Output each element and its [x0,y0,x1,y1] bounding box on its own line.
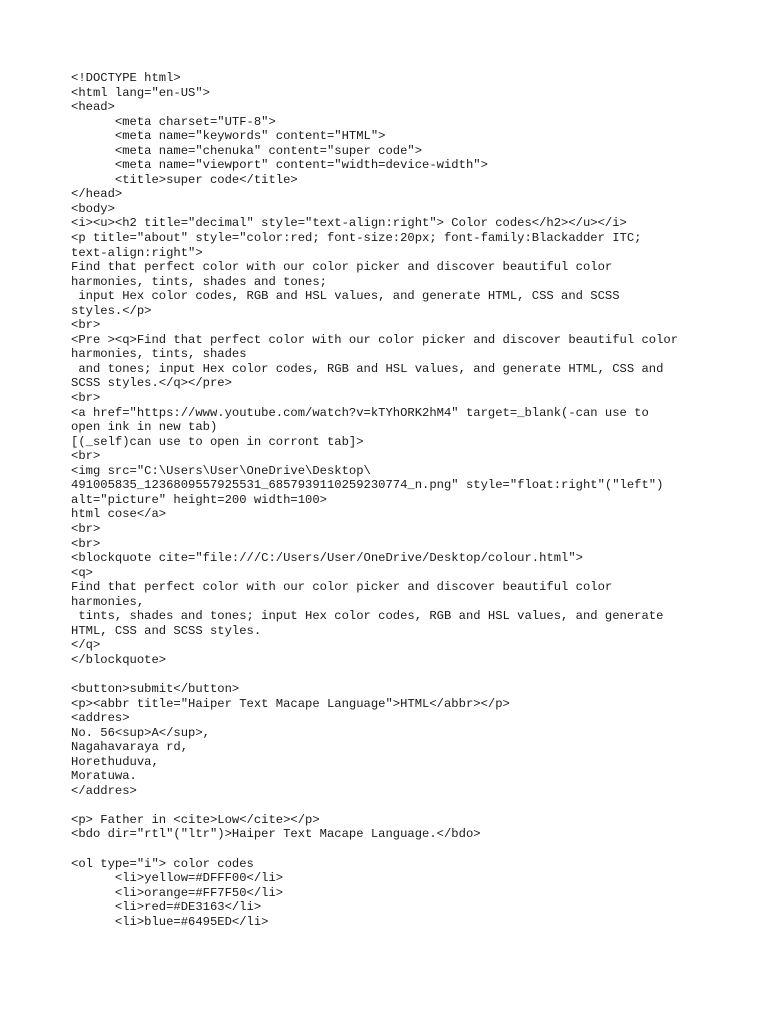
code-line: and tones; input Hex color codes, RGB and HSL values, and generate HTML, CSS and [71,361,664,376]
code-line: Horethuduva, [71,754,159,769]
code-line: [(_self)can use to open in corront tab]> [71,434,364,449]
code-line: <html lang="en-US"> [71,85,210,100]
code-line: <p><abbr title="Haiper Text Macape Language">HTML</abbr></p> [71,696,510,711]
code-line: <meta name="viewport" content="width=device-width"> [71,158,488,173]
code-line: Nagahavaraya rd, [71,740,189,755]
code-line: <meta name="keywords" content="HTML"> [71,129,386,144]
code-line: <li>red=#DE3163</li> [71,900,262,915]
code-line: harmonies, tints, shades [71,347,247,362]
code-line: harmonies, [71,594,145,609]
code-line: </q> [71,638,101,653]
code-line: styles.</p> [71,303,152,318]
code-line: <li>blue=#6495ED</li> [71,914,269,929]
code-line: open ink in new tab) [71,420,218,435]
code-line [71,842,731,857]
code-line: <meta charset="UTF-8"> [71,114,276,129]
code-line: <title>super code</title> [71,172,298,187]
code-line: </addres> [71,783,137,798]
code-line: <bdo dir="rtl"("ltr")>Haiper Text Macape Language.</bdo> [71,827,481,842]
code-line: No. 56<sup>A</sup>, [71,725,210,740]
code-line: <button>submit</button> [71,681,240,696]
code-line: <body> [71,201,115,216]
code-line: <!DOCTYPE html> [71,71,181,85]
code-line: <ol type="i"> color codes [71,856,254,871]
code-line: <li>orange=#FF7F50</li> [71,885,284,900]
code-line: input Hex color codes, RGB and HSL values, and generate HTML, CSS and SCSS [71,289,620,304]
code-line [71,798,731,813]
code-line: <br> [71,318,101,333]
code-line: Find that perfect color with our color picker and discover beautiful color [71,260,613,275]
code-line: <blockquote cite="file:///C:/Users/User/OneDrive/Desktop/colour.html"> [71,551,583,566]
code-line: <li>yellow=#DFFF00</li> [71,871,284,886]
code-line: 491005835_1236809557925531_6857939110259230774_n.png" style="float:right"("left") [71,478,664,493]
code-line: <addres> [71,711,130,726]
code-line: text-align:right"> [71,245,203,260]
code-line: Find that perfect color with our color picker and discover beautiful color [71,580,613,595]
code-line: <img src="C:\Users\User\OneDrive\Desktop\ [71,463,371,478]
code-line: <i><u><h2 title="decimal" style="text-align:right"> Color codes</h2></u></i> [71,216,627,231]
code-line: tints, shades and tones; input Hex color codes, RGB and HSL values, and generate [71,609,664,624]
code-line: html cose</a> [71,507,167,522]
code-line: </head> [71,187,123,202]
code-line: harmonies, tints, shades and tones; [71,274,327,289]
code-line: <Pre ><q>Find that perfect color with our color picker and discover beautiful color [71,332,679,347]
code-line: alt="picture" height=200 width=100> [71,492,327,507]
code-line: <br> [71,521,101,536]
code-line: </blockquote> [71,652,167,667]
code-line: <p title="about" style="color:red; font-size:20px; font-family:Blackadder ITC; [71,231,642,246]
code-line: <p> Father in <cite>Low</cite></p> [71,812,320,827]
code-line: <br> [71,449,101,464]
code-line [71,667,731,682]
code-line: SCSS styles.</q></pre> [71,376,232,391]
code-line: <head> [71,100,115,115]
code-document [71,71,731,929]
code-line: <br> [71,536,101,551]
code-line: <meta name="chenuka" content="super code"> [71,143,423,158]
code-line: HTML, CSS and SCSS styles. [71,623,262,638]
code-line: <br> [71,391,101,406]
code-line: <a href="https://www.youtube.com/watch?v=kTYhORK2hM4" target=_blank(-can use to [71,405,649,420]
code-line: Moratuwa. [71,769,137,784]
code-line: <q> [71,565,93,580]
